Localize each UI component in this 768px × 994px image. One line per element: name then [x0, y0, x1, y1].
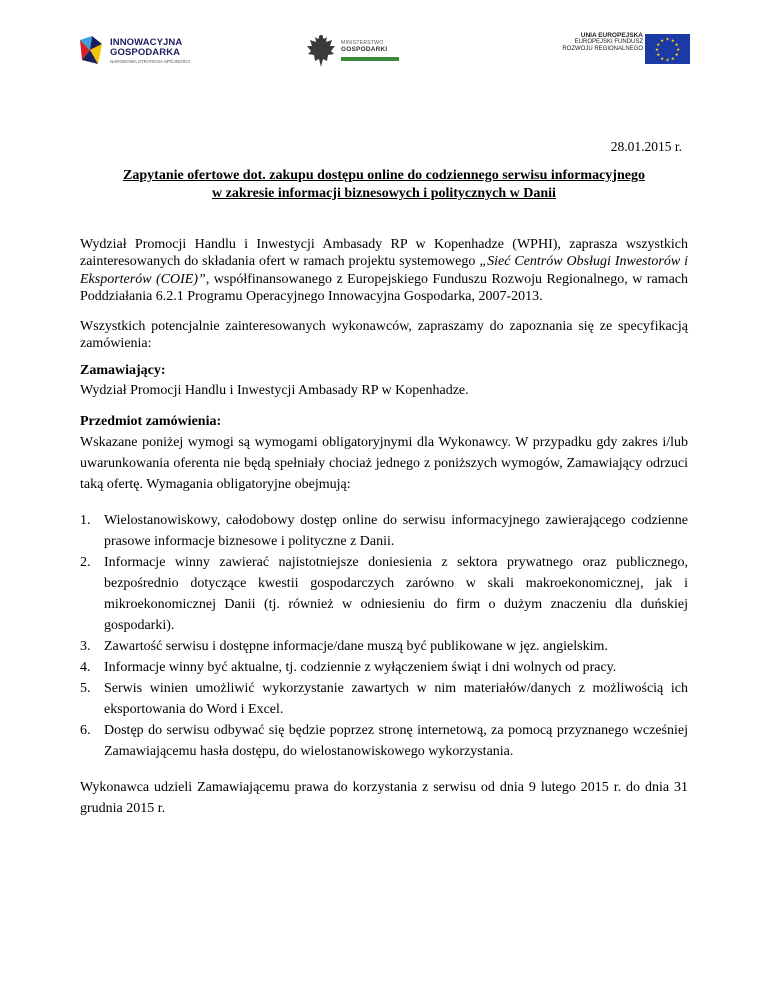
zamawiajacy-text: Wydział Promocji Handlu i Inwestycji Ambasady RP w Kopenhadze.: [80, 383, 469, 398]
list-item-number: 2.: [80, 555, 91, 570]
ministerstwo-logo-line2: GOSPODARKI: [341, 45, 388, 53]
svg-text:★: ★: [654, 48, 659, 53]
list-item-text: Serwis winien umożliwić wykorzystanie zawartych w nim materiałów/danych z możliwością ich eksportowania do Word i Excel.: [104, 681, 688, 717]
list-item-number: 1.: [80, 513, 91, 528]
list-item-text: Zawartość serwisu i dostępne informacje/dane muszą być publikowane w jęz. angielskim.: [104, 639, 608, 654]
list-item-number: 6.: [80, 723, 91, 738]
svg-text:★: ★: [670, 38, 675, 44]
svg-text:★: ★: [660, 38, 665, 44]
innowacyjna-logo-line1: INNOWACYJNA: [110, 36, 183, 48]
svg-text:★: ★: [665, 58, 670, 64]
innowacyjna-logo-line3: NARODOWA STRATEGIA SPÓJNOŚCI: [110, 58, 191, 64]
document-date: 28.01.2015 r.: [610, 139, 682, 154]
svg-text:★: ★: [656, 53, 661, 59]
ue-logo-line3: ROZWOJU REGIONALNEGO: [562, 46, 643, 53]
innowacyjna-logo-line2: GOSPODARKA: [110, 46, 181, 58]
list-item-text: Wielostanowiskowy, całodobowy dostęp online do serwisu informacyjnego zawierającego codzienne prasowe informacje biznesowe i polityczne z Danii.: [104, 513, 688, 549]
document-title: [80, 167, 688, 203]
list-item: [80, 636, 688, 657]
document-title-line2: w zakresie informacji biznesowych i politycznych w Danii: [212, 186, 556, 201]
requirements-list: [80, 510, 688, 762]
innowacyjna-gospodarka-logo: [78, 22, 218, 80]
list-item-number: 3.: [80, 639, 91, 654]
ministerstwo-logo-bar: [341, 57, 399, 61]
eu-flag-icon: [645, 34, 690, 64]
svg-text:★: ★: [670, 57, 675, 63]
list-item-text: Informacje winny być aktualne, tj. codziennie z wyłączeniem świąt i dni wolnych od pracy.: [104, 660, 617, 675]
ue-logo-line1: UNIA EUROPEJSKA: [580, 32, 643, 39]
ue-logo-line2: EUROPEJSKI FUNDUSZ: [574, 39, 643, 46]
svg-text:★: ★: [674, 42, 679, 48]
unia-europejska-logo: [520, 22, 695, 77]
innowacyjna-gospodarka-emblem-icon: [78, 34, 104, 68]
list-item-number: 4.: [80, 660, 91, 675]
svg-text:★: ★: [676, 48, 681, 53]
list-item: [80, 510, 688, 552]
intro-project-name: „Sieć Centrów Obsługi Inwestorów i Eksporterów (COIE)”: [80, 254, 688, 287]
polish-eagle-icon: [305, 31, 337, 71]
ministerstwo-logo-line1: MINISTERSTWO: [341, 40, 384, 47]
intro-paragraph: [80, 236, 688, 305]
document-title-line1: Zapytanie ofertowe dot. zakupu dostępu online do codziennego serwisu informacyjnego: [123, 168, 645, 183]
logo-bar: [0, 0, 768, 100]
zamawiajacy-heading: Zamawiający:: [80, 363, 166, 378]
invite-paragraph: Wszystkich potencjalnie zainteresowanych wykonawców, zapraszamy do zapoznania się ze specyfikacją zamówienia:: [80, 319, 688, 352]
intro-text-end: , współfinansowanego z Europejskiego Funduszu Rozwoju Regionalnego, w ramach Poddziałania 6.2.1 Programu Operacyjnego Innowacyjna Gospodarka, 2007-2013.: [80, 271, 688, 304]
list-item: [80, 552, 688, 636]
final-paragraph: Wykonawca udzieli Zamawiającemu prawa do korzystania z serwisu od dnia 9 lutego 2015 r. do dnia 31 grudnia 2015 r.: [80, 780, 688, 816]
list-item-number: 5.: [80, 681, 91, 696]
ministerstwo-gospodarki-logo: [305, 20, 425, 82]
list-item-text: Dostęp do serwisu odbywać się będzie poprzez stronę internetową, za pomocą przyznanego wcześniej Zamawiającemu hasła dostępu, do wielostanowiskowego wykorzystania.: [104, 723, 688, 759]
list-item: [80, 678, 688, 720]
list-item-text: Informacje winny zawierać najistotniejsze doniesienia z sektora prywatnego oraz publicznego, bezpośrednio dotyczące kwestii gospodarczych zarówno w skali makroekonomicznej, jak i mikroekonomicznej Danii (tj. również w odniesieniu do firm o dużym znaczeniu dla duńskiej gospodarki).: [104, 555, 688, 633]
przedmiot-text: Wskazane poniżej wymogi są wymogami obligatoryjnymi dla Wykonawcy. W przypadku gdy zakres i/lub uwarunkowania oferenta nie będą spełniały chociaż jednego z poniższych wymogów, Zamawiający odrzuci taką ofertę. Wymagania obligatoryjne obejmują:: [80, 435, 688, 492]
svg-text:★: ★: [665, 37, 670, 43]
przedmiot-heading: Przedmiot zamówienia:: [80, 414, 222, 429]
list-item: [80, 657, 688, 678]
list-item: [80, 720, 688, 762]
intro-text-start: Wydział Promocji Handlu i Inwestycji Ambasady RP w Kopenhadze (WPHI), zaprasza wszystkich zainteresowanych do składania ofert w ramach projektu systemowego: [80, 237, 688, 270]
svg-text:★: ★: [660, 57, 665, 63]
svg-text:★: ★: [674, 53, 679, 59]
svg-text:★: ★: [656, 42, 661, 48]
